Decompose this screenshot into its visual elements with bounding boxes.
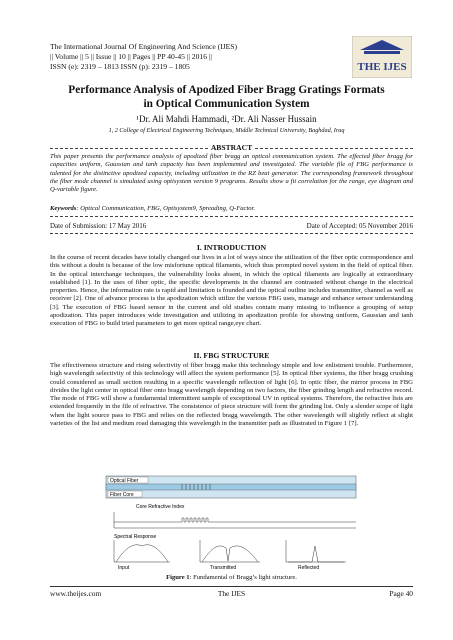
transmitted-spectrum [202,546,258,562]
abstract-text: This paper presents the performance analysis of apodized fiber bragg an optical communication system. The effected fiber bragg for capacities uniform, Gaussian and tanh capacity has been implemented and investigated. The variable file of FBG performance is talented for the distinctive apodized capacity, including utilization in the RZ beat generator. The corresponding framework throughout the fiber mode channel is simulated using optisystem version 9 programs. Results show a fit correlation for the range, eye diagram and Q-variable figure. [50,153,413,194]
input-spectrum [116,545,168,562]
keywords [50,205,413,212]
caption-label: Figure 1 [166,574,190,581]
journal-header [50,42,350,73]
label-fiber-core: Fiber Core [110,492,134,498]
section-heading-fbg-structure: II. FBG STRUCTURE [193,351,270,360]
paper-authors: ¹Dr. Ali Mahdi Hammadi, ²Dr. Ali Nasser Hussain [136,114,317,124]
abstract-heading-row [50,143,413,152]
label-reflected: Reflected [298,565,320,570]
logo-text: THE IJES [357,61,407,73]
introduction-text: In the course of recent decades have totally changed our lives in a lot of ways since the utilization of the fiber optic correspondence and this without a doubt is because of the low misfortune optical filaments, which thus prompted novel system in the field of optical fiber. In the optical interchange techniques, the vulnerability looks absent, in which the optical filaments are logically at extraordinary established [1]. In the uses of fiber optic, the specific developments in the channel are contrasted without change in the electrical properties. Hence, the information rate is rapid and limitation is founded and the optical outline includes transmitter, channel as well as receiver [2]. One of advance process is the apodization which utilize the various FBG uses, manage and enhance sensor understanding [3]. The execution of FBG based sensor in the current and old studies contain many missing to influence a grouping of setup apodization. This paper introduces wide investigation and utilizing in apodization profile for showing uniform, Gaussian and tanh execution of FBG to build tried parameters to get more optical range,eye chart. [50,254,413,328]
title-line-2: in Optical Communication System [143,97,310,110]
journal-issue: || Volume || 5 || Issue || 10 || Pages || PP 40-45 || 2016 || [50,52,212,62]
footer-url[interactable]: www.theijes.com [50,589,102,598]
figure-caption [50,574,413,581]
reflected-spectrum [288,546,344,562]
figure-bragg-structure [100,468,365,570]
divider [50,216,413,217]
fbg-structure-text: The effectiveness structure and rising selectivity of fiber bragg make this technology simple and low enlistment trouble. Furthermore, high wavelength selectivity of this technology will affect the system performance [5]. In optical fiber systems, the fiber bragg crushing could considered as small section resulting in a specific wavelength reflection of light [6]. In optic fiber, the mirror process in FBG divides the light center in optical fiber onto bragg wavelength depending on two factors, the fiber grinding length and refractive record. The mode of FBG will show a fundamental intermittent sample of exceptional UV in optical systems. Therefore, the refractive lists are extended frequently in the file of refractive. The consistence of piece structure will form the grinding list. Only a slender scope of light when the light source pass to FBG and relies on the reflected bragg wavelength. The other wavelength will slightly reflect at slight varieties of the list and medium road damaging this wavelength in the transmitter path as illustrated in Figure 1 [7]. [50,362,413,428]
keywords-label: Keywords [50,205,77,212]
label-core-index: Core Refractive Index [136,504,185,510]
fiber-core [106,484,356,490]
accepted-date: Date of Accepted: 05 November 2016 [306,222,413,230]
journal-logo [352,36,412,78]
paper-affiliation: 1, 2 College of Electrical Engineering Techniques, Middle Technical University, Baghdad, Iraq [108,127,345,134]
section-heading-introduction: I. INTRODUCTION [196,243,267,252]
caption-text: : Fundamental of Bragg’s light structure. [189,574,297,581]
footer-page: Page 40 [389,589,413,598]
footer-divider [50,586,413,587]
label-optical-fiber: Optical Fiber [110,478,139,484]
label-transmitted: Transmitted [210,565,237,570]
paper-title [40,84,413,111]
index-profile [114,518,356,522]
keywords-list: : Optical Communication, FBG, Optisystem9, Spreading, Q-Factor. [76,205,256,212]
label-input: Input [118,565,130,570]
abstract-heading: ABSTRACT [210,143,253,152]
title-line-1: Performance Analysis of Apodized Fiber Bragg Gratings Formats [68,84,385,96]
divider [50,233,413,234]
dates-row [50,222,413,230]
submission-date: Date of Submission: 17 May 2016 [50,222,147,230]
label-spectral: Spectral Response [114,534,157,540]
footer-journal: The IJES [217,589,246,598]
journal-name: The International Journal Of Engineering And Science (IJES) [50,42,238,51]
page-footer [50,589,413,598]
journal-issn: ISSN (e): 2319 – 1813 ISSN (p): 2319 – 1805 [50,62,190,72]
